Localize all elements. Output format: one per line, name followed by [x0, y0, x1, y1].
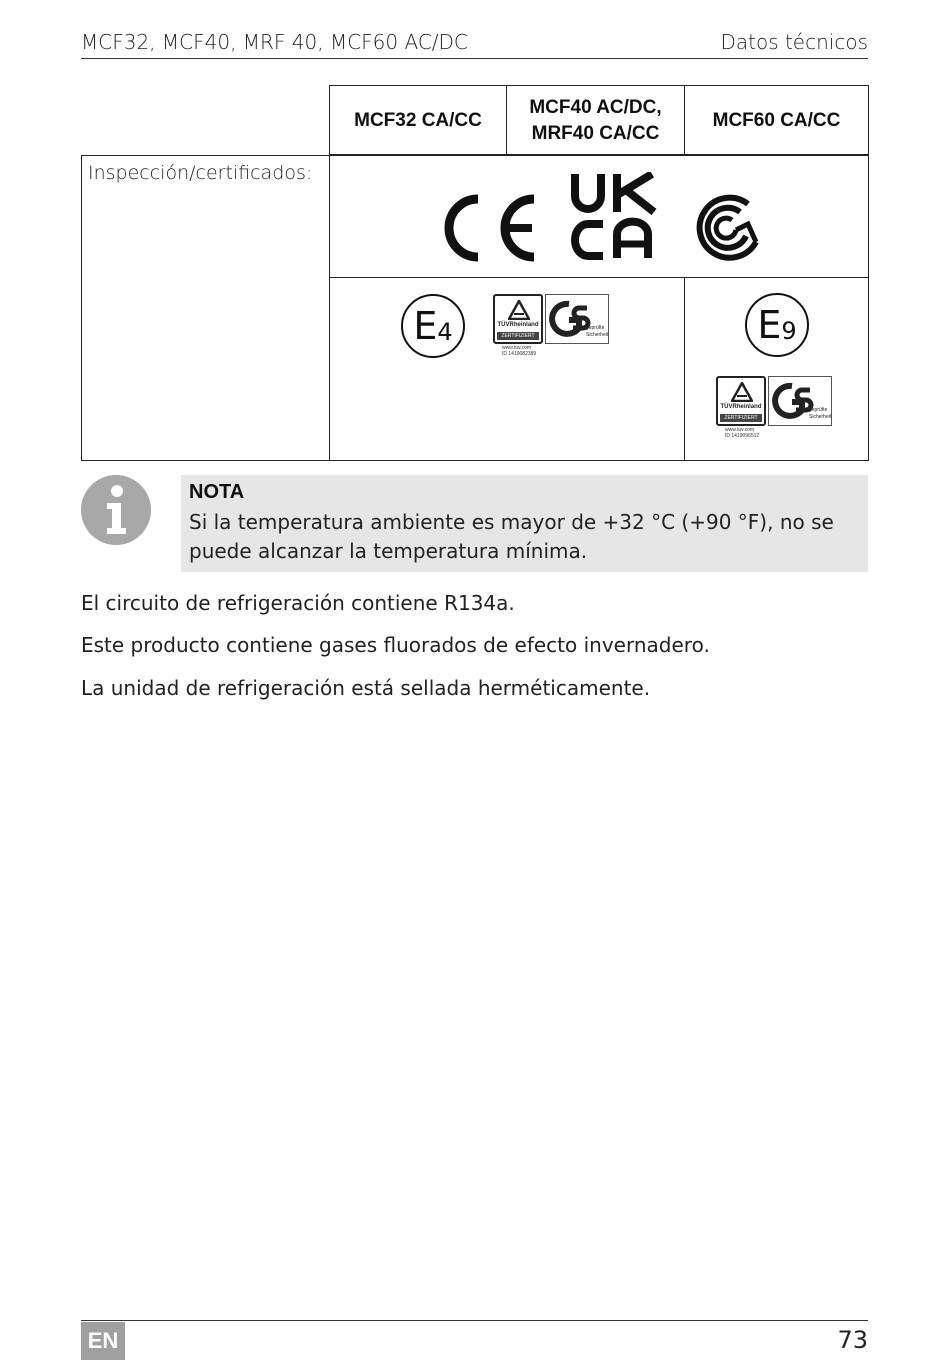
- tuv-rheinland-logo: [716, 376, 766, 426]
- gs-label-2: Sicherheit: [809, 414, 832, 420]
- language-badge: EN: [81, 1322, 125, 1360]
- ukca-mark-icon: [570, 172, 658, 260]
- e9-letter: E: [757, 303, 782, 347]
- footer-divider: [81, 1320, 868, 1321]
- gs-mark-logo: [768, 376, 832, 426]
- note-text: Si la temperatura ambiente es mayor de +32 °C (+90 °F), no se puede alcanzar la temperatura mínima.: [189, 510, 834, 563]
- column-header-mcf40-line1: MCF40 AC/DC,: [529, 96, 662, 118]
- tuv-triangle-icon: [508, 300, 530, 320]
- paragraph-sealed: La unidad de refrigeración está sellada herméticamente.: [81, 676, 651, 700]
- table-divider: [329, 277, 869, 278]
- info-icon: [80, 474, 152, 546]
- table-divider: [329, 155, 330, 461]
- e4-number: 4: [437, 318, 453, 346]
- tuv-triangle-icon: [731, 382, 753, 402]
- tuv-cert-label: ZERTIFIZIERT: [720, 414, 762, 422]
- gs-label-1: geprüfte: [586, 325, 605, 331]
- ce-mark-icon: [440, 193, 540, 263]
- tuv-www: www.tuv.com: [725, 427, 755, 433]
- tuv-label: TÜVRheinland: [720, 404, 762, 410]
- header-section: Datos técnicos: [720, 30, 868, 54]
- e4-letter: E: [413, 304, 438, 348]
- gs-icon: [772, 380, 814, 422]
- e9-number: 9: [781, 317, 797, 345]
- gs-label-1: geprüfte: [809, 407, 828, 413]
- conformity-mark-icon: [690, 190, 762, 262]
- gs-label-2: Sicherheit: [586, 332, 609, 338]
- gs-icon: [549, 298, 591, 340]
- row-label-inspection: Inspección/certificados:: [88, 162, 313, 184]
- page-number: 73: [837, 1326, 868, 1354]
- paragraph-gases: Este producto contiene gases fluorados de efecto invernadero.: [81, 633, 710, 657]
- note-title: NOTA: [189, 481, 245, 503]
- tuv-label: TÜVRheinland: [497, 322, 539, 328]
- column-header-mcf40-line2: MRF40 CA/CC: [531, 122, 660, 144]
- tuv-id: ID 1419082389: [502, 351, 537, 357]
- e4-mark-icon: [401, 294, 465, 358]
- column-header-mcf60: MCF60 CA/CC: [712, 109, 841, 131]
- paragraph-refrigerant: El circuito de refrigeración contiene R134a.: [81, 591, 515, 615]
- page-header: [81, 28, 868, 59]
- tuv-id: ID 1419096512: [725, 433, 760, 439]
- tuv-www: www.tuv.com: [502, 345, 532, 351]
- e9-mark-icon: [745, 293, 809, 357]
- table-divider: [684, 277, 685, 461]
- column-header-mcf40: [507, 86, 684, 155]
- gs-mark-logo: [545, 294, 609, 344]
- header-models: MCF32, MCF40, MRF 40, MCF60 AC/DC: [81, 30, 468, 54]
- note-box: [181, 475, 868, 572]
- tuv-rheinland-logo: [493, 294, 543, 344]
- tuv-cert-label: ZERTIFIZIERT: [497, 332, 539, 340]
- column-header-mcf32: MCF32 CA/CC: [354, 109, 482, 131]
